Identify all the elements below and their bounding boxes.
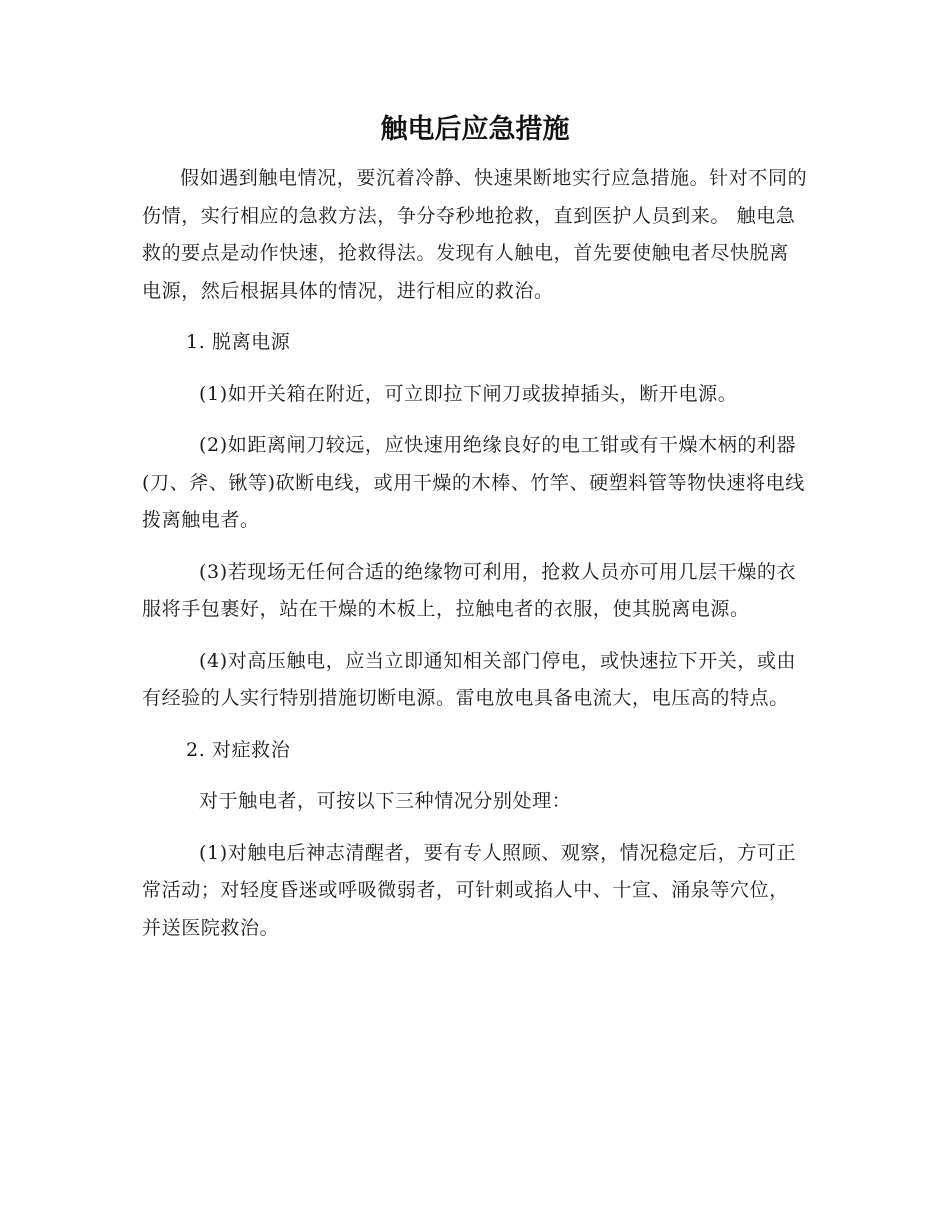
- list-item: (1)对触电后神志清醒者，要有专人照顾、观察，情况稳定后，方可正常活动；对轻度昏迷或呼吸微弱者，可针刺或掐人中、十宣、涌泉等穴位，并送医院救治。: [142, 841, 797, 939]
- document-page: [142, 110, 808, 947]
- intro-paragraph: 假如遇到触电情况，要沉着冷静、快速果断地实行应急措施。针对不同的伤情，实行相应的急救方法，争分夺秒地抢救，直到医护人员到来。 触电急救的要点是动作快速，抢救得法。发现有人触电，首先要使触电者尽快脱离电源，然后根据具体的情况，进行相应的救治。: [142, 167, 808, 302]
- list-item: (2)如距离闸刀较远，应快速用绝缘良好的电工钳或有干燥木柄的利器(刀、斧、锹等)砍断电线，或用干燥的木棒、竹竿、硬塑料管等物快速将电线拨离触电者。: [142, 434, 805, 531]
- list-item: (3)若现场无任何合适的绝缘物可利用，抢救人员亦可用几层干燥的衣服将手包裹好，站在干燥的木板上，拉触电者的衣服，使其脱离电源。: [142, 560, 797, 620]
- section-intro: 对于触电者，可按以下三种情况分别处理：: [199, 790, 572, 812]
- list-item: (1)如开关箱在附近，可立即拉下闸刀或拔掉插头，断开电源。: [199, 382, 738, 405]
- section-heading-treatment: 2. 对症救治: [186, 738, 291, 761]
- list-item: (4)对高压触电，应当立即通知相关部门停电，或快速拉下开关，或由有经验的人实行特别措施切断电源。雷电放电具备电流大，电压高的特点。: [142, 649, 797, 709]
- section-heading-power-off: 1. 脱离电源: [186, 331, 291, 353]
- document-title: 触电后应急措施: [380, 114, 570, 145]
